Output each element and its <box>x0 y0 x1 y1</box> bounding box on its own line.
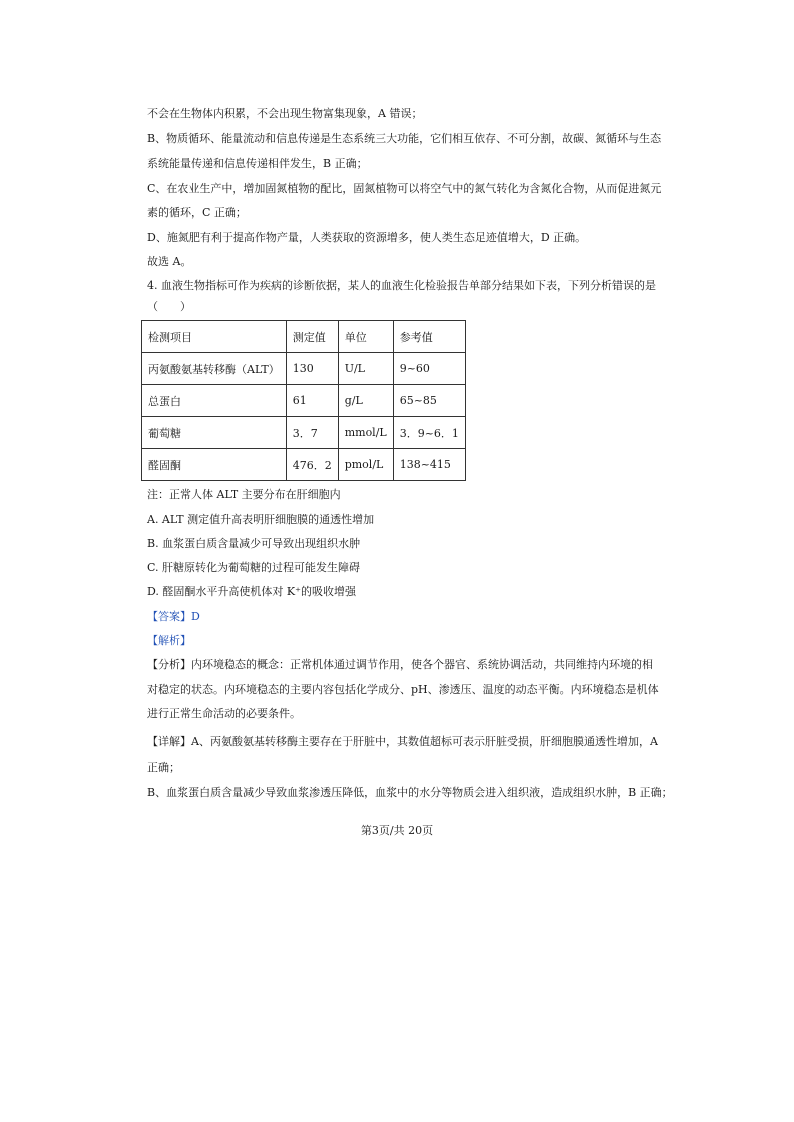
table-cell: 总蛋白 <box>142 385 287 417</box>
table-row <box>142 385 466 417</box>
table-header-row <box>142 321 466 353</box>
table-cell: 3．7 <box>286 417 338 449</box>
analysis-line: 【分析】内环境稳态的概念：正常机体通过调节作用，使各个器官、系统协调活动，共同维持内环境的相 <box>147 658 653 671</box>
table-cell: 醛固酮 <box>142 449 287 481</box>
table-cell: 9~60 <box>393 353 465 385</box>
table-header-cell: 单位 <box>338 321 393 353</box>
table-cell: 65~85 <box>393 385 465 417</box>
table-cell: 476．2 <box>286 449 338 481</box>
question-bracket: （ ） <box>147 300 191 313</box>
detail-line: 正确； <box>147 761 180 774</box>
table-header-cell: 参考值 <box>393 321 465 353</box>
option-a: A. ALT 测定值升高表明肝细胞膜的通透性增加 <box>147 513 375 526</box>
table-cell: U/L <box>338 353 393 385</box>
table-cell: 丙氨酸氨基转移酶（ALT） <box>142 353 287 385</box>
detail-line: 【详解】A、丙氨酸氨基转移酶主要存在于肝脏中，其数值超标可表示肝脏受损，肝细胞膜通透性增加，A <box>147 735 658 748</box>
analysis-line: 进行正常生命活动的必要条件。 <box>147 707 301 720</box>
table-row <box>142 353 466 385</box>
page-footer: 第3页/共 20页 <box>360 824 434 837</box>
lab-results-table <box>141 320 466 481</box>
table-cell: 130 <box>286 353 338 385</box>
table-cell: 61 <box>286 385 338 417</box>
table-cell: mmol/L <box>338 417 393 449</box>
answer-label: 【答案】D <box>147 610 200 623</box>
table-header-cell: 检测项目 <box>142 321 287 353</box>
analysis-label: 【解析】 <box>147 634 191 647</box>
text-line: 故选 A。 <box>147 255 192 268</box>
option-d: D. 醛固酮水平升高使机体对 K⁺的吸收增强 <box>147 585 356 598</box>
table-header-cell: 测定值 <box>286 321 338 353</box>
question-stem: 4. 血液生物指标可作为疾病的诊断依据，某人的血液生化检验报告单部分结果如下表，下列分析错误的是 <box>147 279 656 292</box>
table-note: 注：正常人体 ALT 主要分布在肝细胞内 <box>147 488 341 501</box>
analysis-line: 对稳定的状态。内环境稳态的主要内容包括化学成分、pH、渗透压、温度的动态平衡。内环境稳态是机体 <box>147 683 659 696</box>
detail-line: B、血浆蛋白质含量减少导致血浆渗透压降低，血浆中的水分等物质会进入组织液，造成组织水肿，B 正确； <box>147 786 673 799</box>
table-cell: 3．9~6．1 <box>393 417 465 449</box>
option-b: B. 血浆蛋白质含量减少可导致出现组织水肿 <box>147 537 361 550</box>
option-c: C. 肝糖原转化为葡萄糖的过程可能发生障碍 <box>147 561 361 574</box>
text-line: C、在农业生产中，增加固氮植物的配比，固氮植物可以将空气中的氮气转化为含氮化合物，从而促进氮元 <box>147 182 662 195</box>
table-row <box>142 417 466 449</box>
table-cell: pmol/L <box>338 449 393 481</box>
text-line: D、施氮肥有利于提高作物产量，人类获取的资源增多，使人类生态足迹值增大，D 正确。 <box>147 231 587 244</box>
table-cell: 138~415 <box>393 449 465 481</box>
table-cell: 葡萄糖 <box>142 417 287 449</box>
text-line: B、物质循环、能量流动和信息传递是生态系统三大功能，它们相互依存、不可分割，故碳、氮循环与生态 <box>147 132 662 145</box>
text-line: 素的循环，C 正确； <box>147 206 247 219</box>
table-cell: g/L <box>338 385 393 417</box>
text-line: 不会在生物体内积累，不会出现生物富集现象，A 错误； <box>147 107 423 120</box>
text-line: 系统能量传递和信息传递相伴发生，B 正确； <box>147 157 368 170</box>
table-row <box>142 449 466 481</box>
